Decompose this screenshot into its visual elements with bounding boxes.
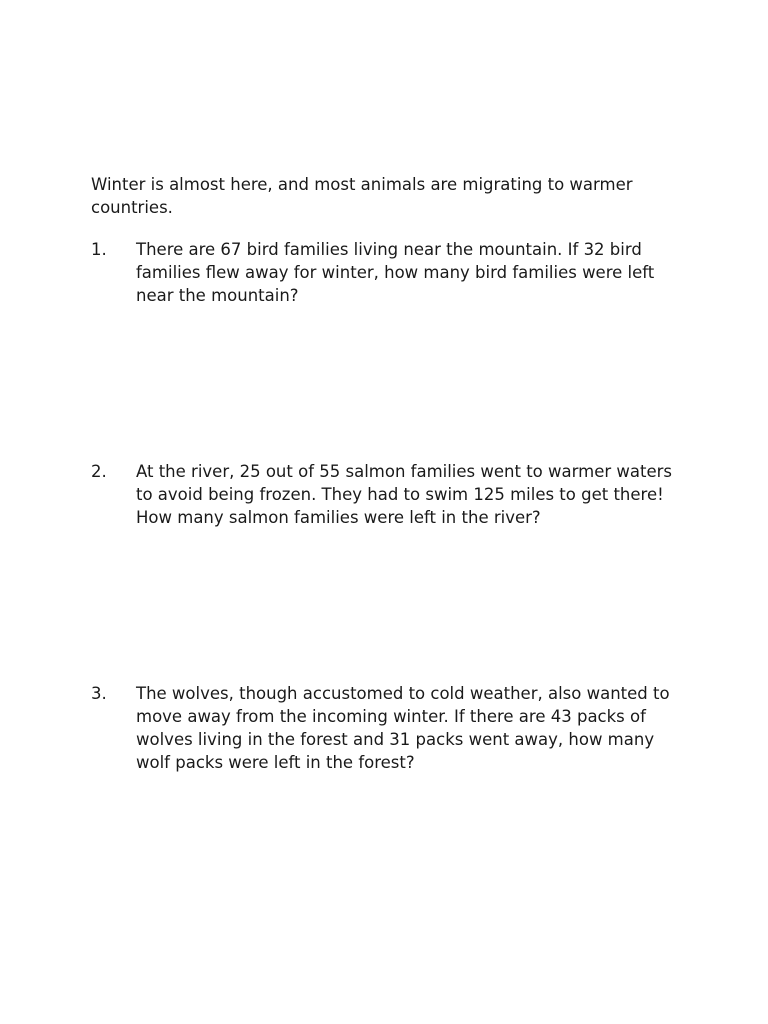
intro-paragraph: Winter is almost here, and most animals are migrating to warmer countries.: [91, 175, 633, 217]
problem-1: [91, 238, 691, 307]
problem-1-number: 1.: [91, 240, 107, 259]
problem-1-text: There are 67 bird families living near the mountain. If 32 bird families flew away for winter, how many bird families were left near the mountain?: [136, 240, 655, 305]
problem-3: [91, 682, 691, 774]
problem-2-text: At the river, 25 out of 55 salmon families went to warmer waters to avoid being frozen. They had to swim 125 miles to get there! How many salmon families were left in the river?: [136, 462, 672, 527]
problem-2: [91, 460, 691, 529]
problem-3-number: 3.: [91, 684, 107, 703]
problem-3-text: The wolves, though accustomed to cold weather, also wanted to move away from the incoming winter. If there are 43 packs of wolves living in the forest and 31 packs went away, how many wolf packs were left in the forest?: [136, 684, 670, 772]
problem-2-number: 2.: [91, 462, 107, 481]
